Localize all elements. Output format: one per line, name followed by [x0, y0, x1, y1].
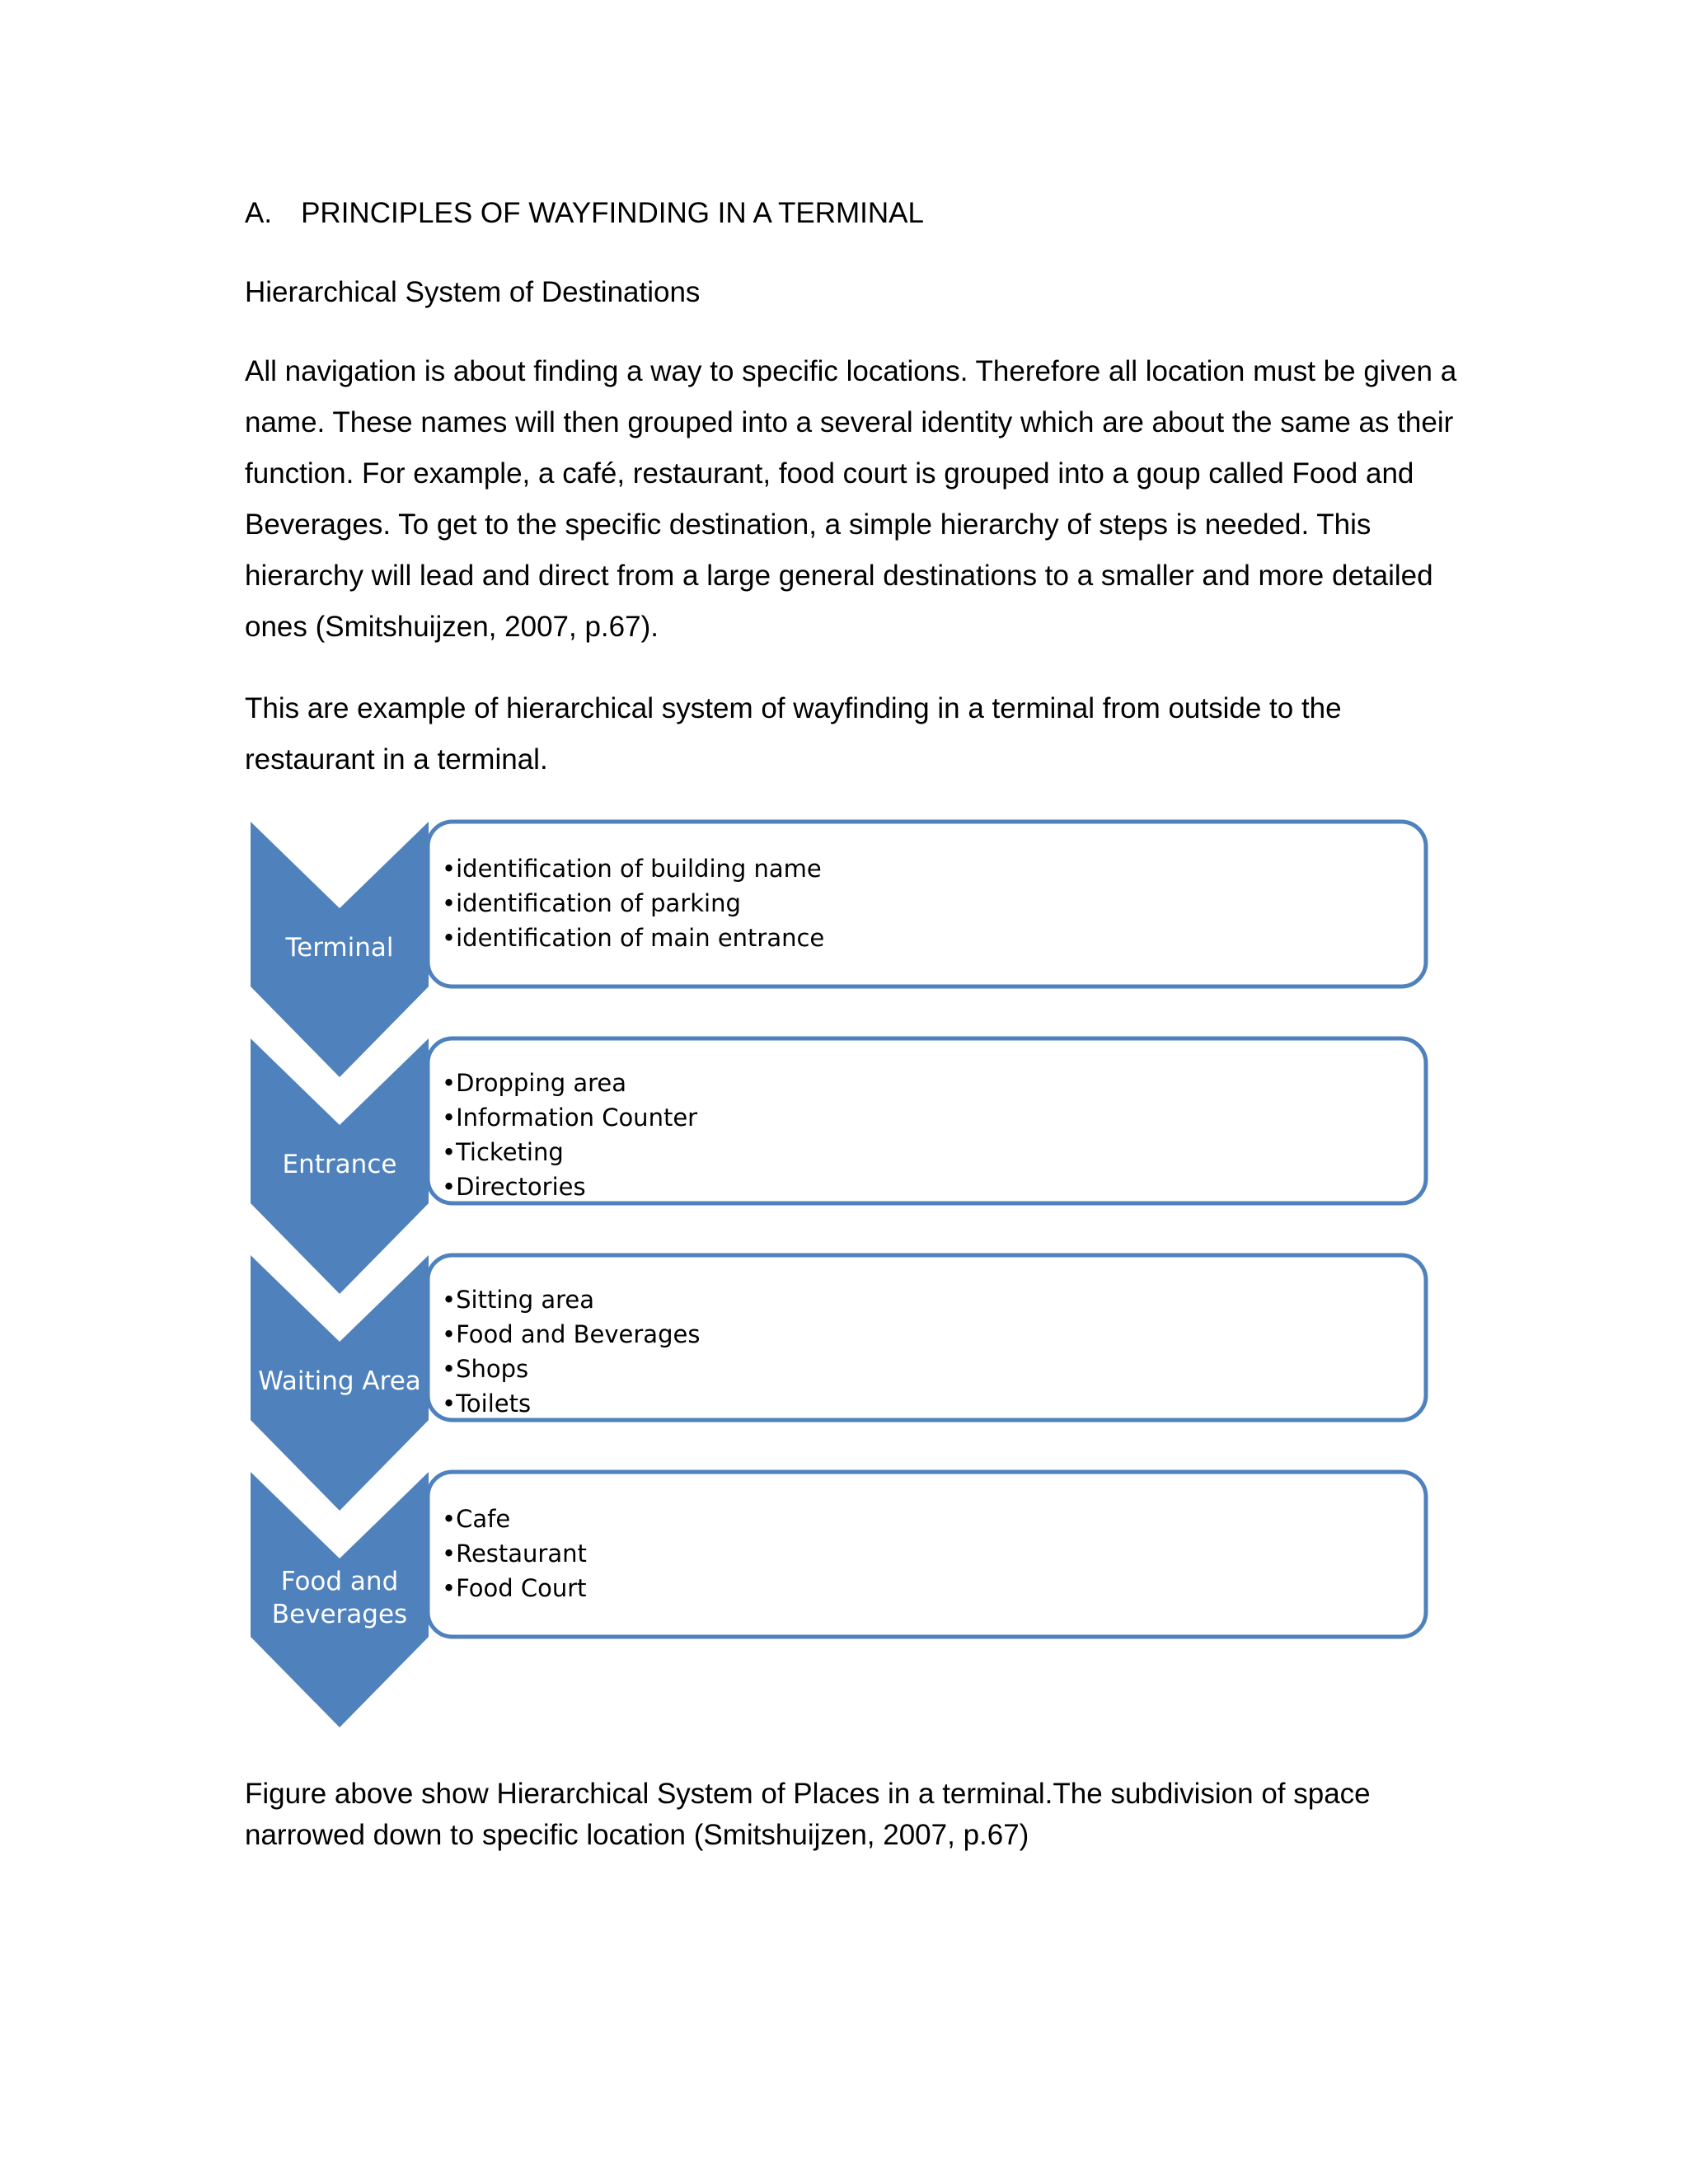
level-item: •Dropping area: [442, 1069, 627, 1097]
level-item: •Cafe: [442, 1505, 511, 1533]
level-label: Beverages: [271, 1600, 408, 1629]
level-label: Waiting Area: [258, 1366, 421, 1396]
level-item: •Directories: [442, 1173, 586, 1201]
subheading: Hierarchical System of Destinations: [245, 276, 701, 308]
level-label: Food and: [280, 1567, 399, 1596]
level-item: •identification of building name: [442, 855, 822, 883]
figure-caption: Figure above show Hierarchical System of Places in a terminal.The subdivision of space narrowed down to specific location (Smitshuijzen, 2007, p.67): [245, 1778, 1371, 1851]
level-item: •Restaurant: [442, 1540, 587, 1568]
level-item: •identification of parking: [442, 889, 741, 917]
level-item: •Ticketing: [442, 1138, 564, 1166]
body-paragraph-1: All navigation is about finding a way to specific locations. Therefore all location must be given a name. These names will then grouped into a several identity which are about the same as their function. For example, a café, restaurant, food court is grouped into a goup called Food and Beverages. To get to the specific destination, a simple hierarchy of steps is needed. This hierarchy will lead and direct from a large general destinations to a smaller and more detailed ones (Smitshuijzen, 2007, p.67).: [245, 355, 1457, 643]
level-item: •Food Court: [442, 1574, 587, 1602]
level-item: •Sitting area: [442, 1286, 595, 1314]
level-label: Terminal: [285, 933, 394, 963]
level-item: •Shops: [442, 1355, 529, 1383]
section-heading: A. PRINCIPLES OF WAYFINDING IN A TERMINAL: [245, 197, 924, 229]
level-item: •Information Counter: [442, 1104, 698, 1132]
level-item: •Toilets: [442, 1390, 532, 1418]
body-paragraph-2: This are example of hierarchical system of wayfinding in a terminal from outside to the restaurant in a terminal.: [245, 692, 1342, 776]
level-item: •identification of main entrance: [442, 924, 825, 952]
level-item: •Food and Beverages: [442, 1320, 701, 1348]
level-label: Entrance: [282, 1150, 397, 1179]
